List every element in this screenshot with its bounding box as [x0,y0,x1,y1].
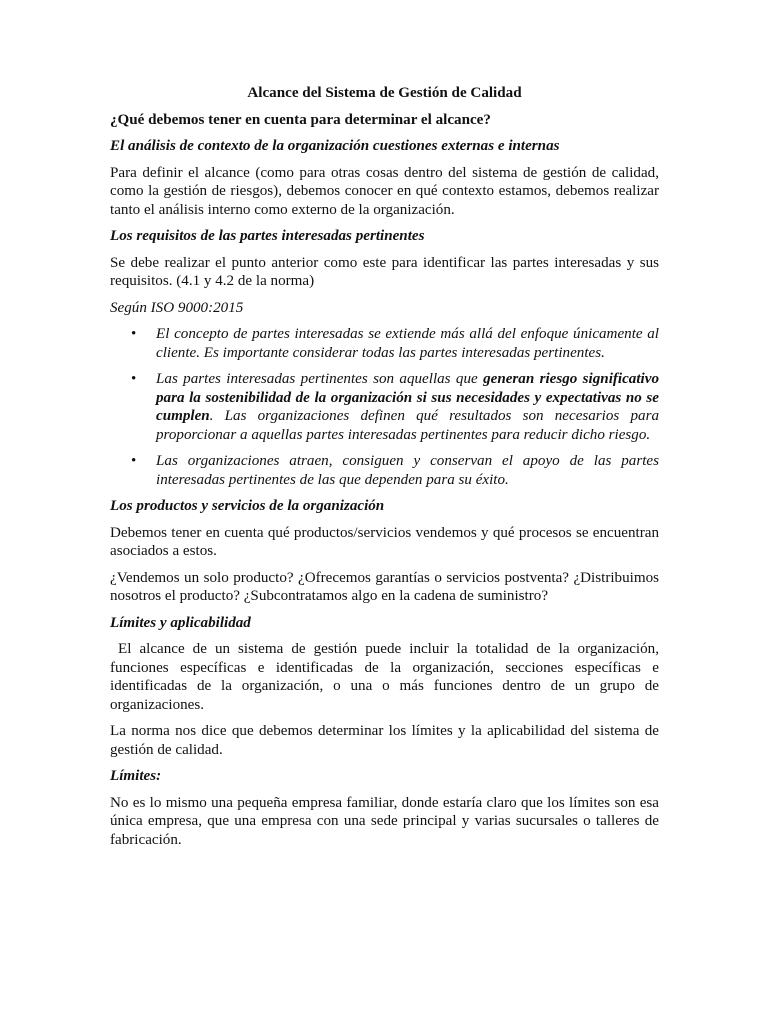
stakeholders-heading: Los requisitos de las partes interesadas pertinentes [110,228,425,244]
bullet-text: El concepto de partes interesadas se extiende más allá del enfoque únicamente al cliente. Es importante considerar todas las partes interesadas pertinentes. [156,326,659,361]
standard-requirement-paragraph: La norma nos dice que debemos determinar los límites y la aplicabilidad del sistema de gestión de calidad. [110,723,659,758]
bullet-icon: • [131,371,137,387]
list-item [110,452,659,489]
limits-heading: Límites: [110,768,162,784]
list-item [110,325,659,362]
bullet-text-outro: . Las organizaciones definen qué resultados son necesarios para proporcionar a aquellas partes interesadas pertinentes para reducir dicho riesgo. [156,408,659,443]
scope-question: ¿Qué debemos tener en cuenta para determinar el alcance? [110,111,491,128]
stakeholders-paragraph: Se debe realizar el punto anterior como este para identificar las partes interesadas y sus requisitos. (4.1 y 4.2 de la norma) [110,254,659,289]
context-paragraph: Para definir el alcance (como para otras cosas dentro del sistema de gestión de calidad, como la gestión de riesgos), debemos conocer en qué contexto estamos, debemos realizar tanto el análisis interno como externo de la organización. [110,164,659,218]
iso-source-label: Según ISO 9000:2015 [110,299,244,316]
products-heading: Los productos y servicios de la organización [110,498,385,514]
products-paragraph: Debemos tener en cuenta qué productos/servicios vendemos y qué procesos se encuentran asociados a estos. [110,524,659,559]
scope-inclusion-paragraph: El alcance de un sistema de gestión puede incluir la totalidad de la organización, funciones específicas e identificadas de la organización, secciones específicas e identificadas de la organización, o una o más funciones dentro de un grupo de organizaciones. [110,641,663,713]
bullet-text: Las organizaciones atraen, consiguen y conservan el apoyo de las partes interesadas pertinentes de las que dependen para su éxito. [156,453,659,488]
bullet-text-intro: Las partes interesadas pertinentes son aquellas que [156,371,484,387]
document-page [110,84,663,857]
products-questions-paragraph: ¿Vendemos un solo producto? ¿Ofrecemos garantías o servicios postventa? ¿Distribuimos nosotros el producto? ¿Subcontratamos algo en la cadena de suministro? [110,569,659,604]
limits-applicability-heading: Límites y aplicabilidad [110,614,251,631]
list-item [110,370,659,444]
bullet-icon: • [131,326,137,342]
iso-bullet-list [110,325,659,489]
document-title: Alcance del Sistema de Gestión de Calidad [247,85,522,101]
bullet-icon: • [131,453,137,469]
limits-paragraph: No es lo mismo una pequeña empresa familiar, donde estaría claro que los límites son esa única empresa, que una empresa con una sede principal y varias sucursales o talleres de fabricación. [110,794,659,848]
bullet-text-emphasis: generan riesgo significativo para la sostenibilidad de la organización si sus necesidades y expectativas no se cumplen [156,371,659,424]
context-heading: El análisis de contexto de la organización cuestiones externas e internas [110,138,560,154]
